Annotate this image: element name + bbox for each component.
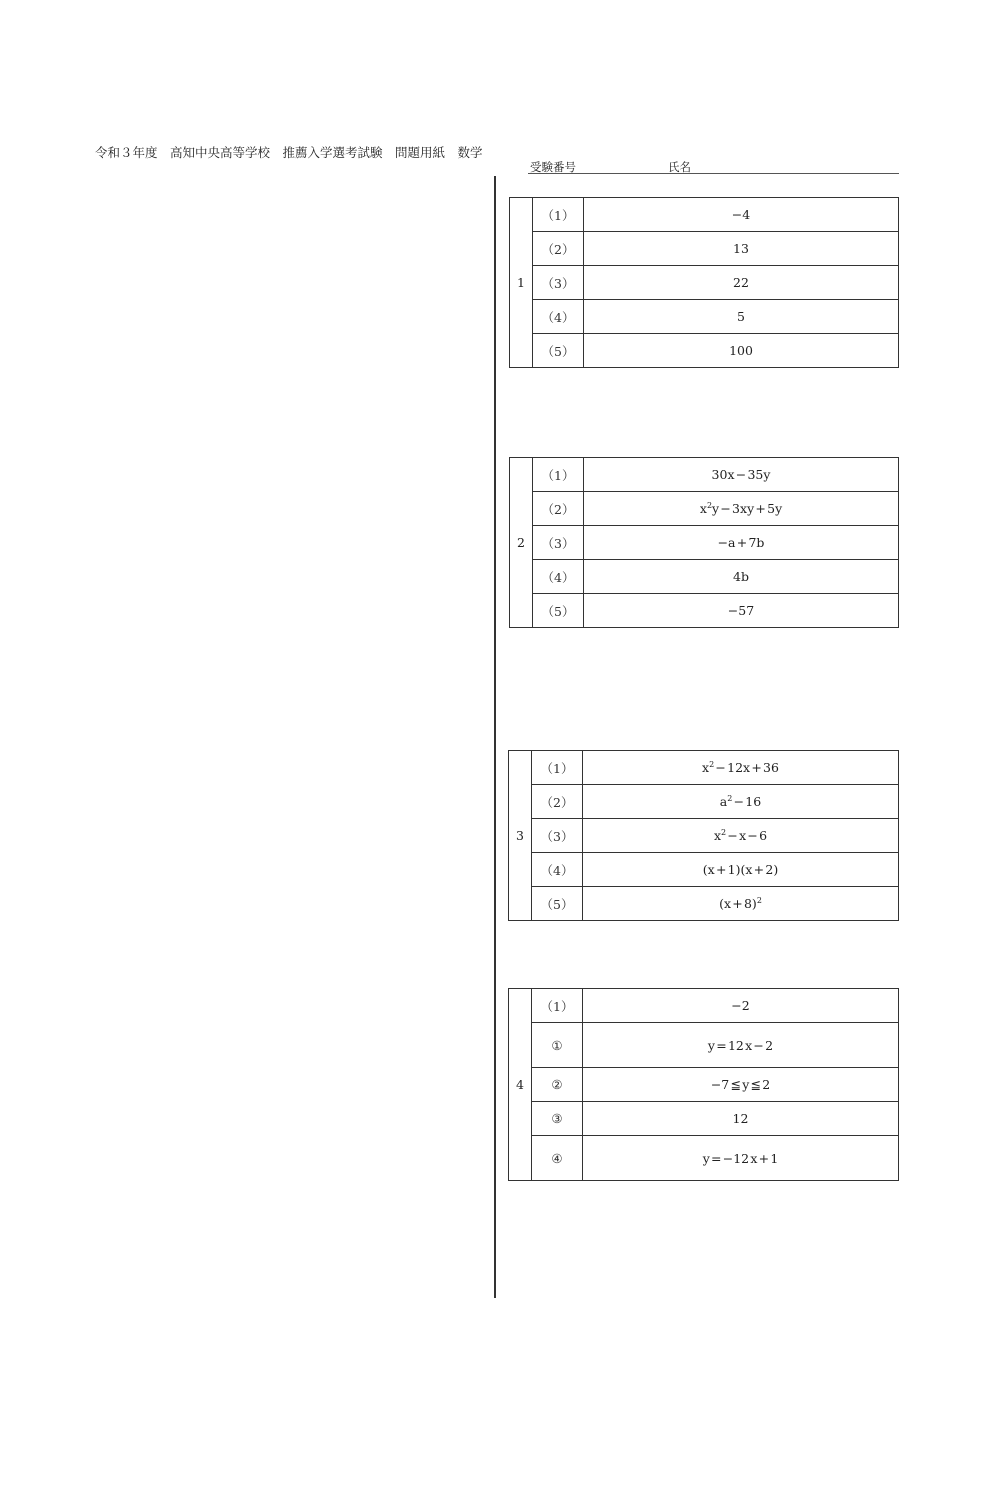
question-label: （1）: [533, 458, 584, 492]
question-label: （3）: [533, 266, 584, 300]
question-label: （3）: [532, 819, 583, 853]
question-label: （1）: [532, 751, 583, 785]
question-label: （1）: [532, 989, 583, 1023]
answer-cell: $x^2y$ − 3xy + 5y: [584, 492, 899, 526]
answer-table-4: [508, 988, 899, 1181]
page-title: 令和３年度 高知中央高等学校 推薦入学選考試験 問題用紙 数学: [95, 145, 483, 160]
table-row: [509, 1136, 899, 1181]
question-label: （2）: [533, 492, 584, 526]
question-label: （2）: [533, 232, 584, 266]
question-label: ④: [532, 1136, 583, 1181]
answer-table-1: [509, 197, 899, 368]
answer-cell: −2: [583, 989, 899, 1023]
answer-cell: −4: [584, 198, 899, 232]
table-row: [510, 232, 899, 266]
section-number: 1: [510, 198, 533, 368]
answer-cell: −a + 7b: [584, 526, 899, 560]
question-label: （4）: [533, 560, 584, 594]
question-label: （5）: [533, 594, 584, 628]
table-row: [510, 198, 899, 232]
table-row: [509, 989, 899, 1023]
exam-number-label: 受験番号: [530, 160, 576, 174]
answer-cell: $x^2$ − x − 6: [583, 819, 899, 853]
name-label: 氏名: [668, 160, 691, 174]
answer-cell: −57: [584, 594, 899, 628]
table-row: [509, 1023, 899, 1068]
table-row: [509, 1068, 899, 1102]
question-label: （5）: [533, 334, 584, 368]
table-row: [509, 887, 899, 921]
table-row: [510, 266, 899, 300]
answer-cell: 13: [584, 232, 899, 266]
table-row: [510, 458, 899, 492]
table-row: [510, 560, 899, 594]
table-row: [510, 594, 899, 628]
question-label: （1）: [533, 198, 584, 232]
answer-cell: 22: [584, 266, 899, 300]
answer-table-3: [508, 750, 899, 921]
answer-cell: $a^2$ − 16: [583, 785, 899, 819]
question-label: （5）: [532, 887, 583, 921]
table-row: [510, 300, 899, 334]
question-label: （4）: [533, 300, 584, 334]
table-row: [509, 785, 899, 819]
answer-table-2: [509, 457, 899, 628]
question-label: ②: [532, 1068, 583, 1102]
page-divider: [494, 176, 496, 1298]
answer-cell: 4b: [584, 560, 899, 594]
question-label: ①: [532, 1023, 583, 1068]
table-row: [509, 751, 899, 785]
answer-cell: 100: [584, 334, 899, 368]
answer-cell: (x + 1)(x + 2): [583, 853, 899, 887]
question-label: ③: [532, 1102, 583, 1136]
answer-cell: 5: [584, 300, 899, 334]
answer-cell: $x^2$ − 12x + 36: [583, 751, 899, 785]
table-row: [509, 853, 899, 887]
table-row: [510, 526, 899, 560]
table-row: [509, 1102, 899, 1136]
table-row: [509, 819, 899, 853]
answer-cell: (x + 8)$^2$: [583, 887, 899, 921]
question-label: （3）: [533, 526, 584, 560]
question-label: （4）: [532, 853, 583, 887]
table-row: [510, 492, 899, 526]
answer-cell: −7 ≦ y ≦ 2: [583, 1068, 899, 1102]
section-number: 2: [510, 458, 533, 628]
answer-cell: 30x − 35y: [584, 458, 899, 492]
name-fields: [528, 158, 899, 174]
section-number: 3: [509, 751, 532, 921]
answer-cell: y = 12 x − 2: [583, 1023, 899, 1068]
answer-cell: y = −12 x + 1: [583, 1136, 899, 1181]
question-label: （2）: [532, 785, 583, 819]
section-number: 4: [509, 989, 532, 1181]
table-row: [510, 334, 899, 368]
answer-cell: 12: [583, 1102, 899, 1136]
